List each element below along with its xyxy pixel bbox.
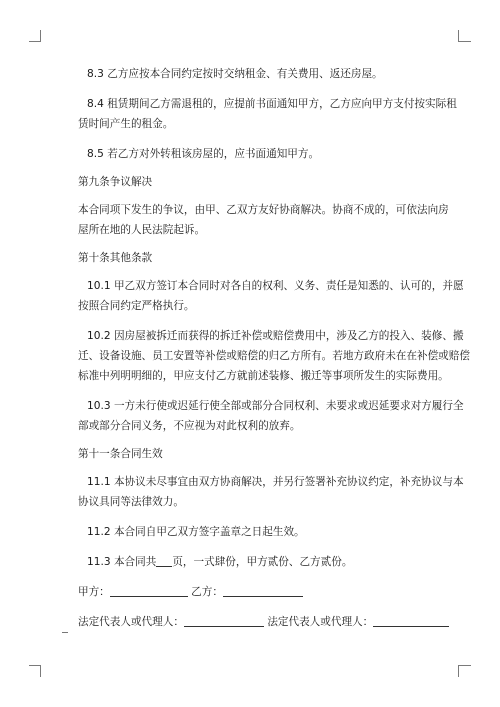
party-a-label: 甲方： [78, 586, 110, 598]
footer-mark [62, 632, 68, 633]
heading-article-11: 第十一条合同生效 [78, 448, 163, 460]
clause-11-2: 11.2 本合同自甲乙双方签字盖章之日起生效。 [87, 526, 305, 538]
clause-10-3-line2: 部或部分合同义务，不应视为对此权利的放弃。 [78, 420, 301, 432]
rep-a-label: 法定代表人或代理人： [78, 616, 184, 628]
document-body [78, 64, 470, 632]
crop-mark [459, 41, 471, 42]
crop-mark [40, 665, 41, 677]
article-9-line1: 本合同项下发生的争议，由甲、乙双方友好协商解决。协商不成的，可依法向房 [78, 204, 449, 216]
clause-10-2-line3: 标准中列明明细的，甲应支付乙方就前述装修、搬迁等事项所发生的实际费用。 [78, 370, 449, 382]
clause-10-2-line1: 10.2 因房屋被拆迁而获得的拆迁补偿或赔偿费用中，涉及乙方的投入、装修、搬 [87, 330, 464, 342]
clause-10-1-line1: 10.1 甲乙双方签订本合同时对各自的权利、义务、责任是知悉的、认可的，并愿 [87, 280, 464, 292]
page-count-blank[interactable] [156, 554, 172, 567]
clause-8-4-line2: 赁时间产生的租金。 [78, 118, 174, 130]
rep-b-blank[interactable] [373, 614, 449, 627]
clause-8-4-line1: 8.4 租赁期间乙方需退租的，应提前书面通知甲方，乙方应向甲方支付按实际租 [87, 98, 457, 110]
party-b-blank[interactable] [223, 584, 303, 597]
party-signature-line [78, 582, 438, 602]
party-a-blank[interactable] [110, 584, 188, 597]
clause-11-3-prefix: 11.3 本合同共 [87, 556, 157, 568]
rep-a-blank[interactable] [184, 614, 264, 627]
crop-mark [458, 665, 459, 677]
crop-mark [29, 41, 41, 42]
clause-11-1-line1: 11.1 本协议未尽事宜由双方协商解决，并另行签署补充协议约定，补充协议与本 [87, 476, 464, 488]
clause-10-2-line2: 迁、设备设施、员工安置等补偿或赔偿的归乙方所有。若地方政府未在在补偿或赔偿 [78, 350, 470, 362]
rep-b-label: 法定代表人或代理人： [267, 616, 374, 628]
clause-11-1-line2: 协议具同等法律效力。 [78, 496, 184, 508]
clause-8-3: 8.3 乙方应按本合同约定按时交纳租金、有关费用、返还房屋。 [87, 68, 383, 80]
party-b-label: 乙方： [191, 586, 223, 598]
crop-mark [29, 665, 41, 666]
clause-11-3 [78, 552, 438, 572]
article-9-line2: 屋所在地的人民法院起诉。 [78, 224, 206, 236]
crop-mark [459, 665, 471, 666]
clause-10-1-line2: 按照合同约定严格执行。 [78, 300, 195, 312]
representative-signature-line [78, 612, 438, 632]
clause-10-3-line1: 10.3 一方未行使或迟延行使全部或部分合同权利、未要求或迟延要求对方履行全 [87, 400, 464, 412]
heading-article-10: 第十条其他条款 [78, 252, 153, 264]
clause-11-3-suffix: 页，一式肆份，甲方贰份、乙方贰份。 [172, 556, 353, 568]
clause-8-5: 8.5 若乙方对外转租该房屋的，应书面通知甲方。 [87, 148, 320, 160]
heading-article-9: 第九条争议解决 [78, 176, 153, 188]
